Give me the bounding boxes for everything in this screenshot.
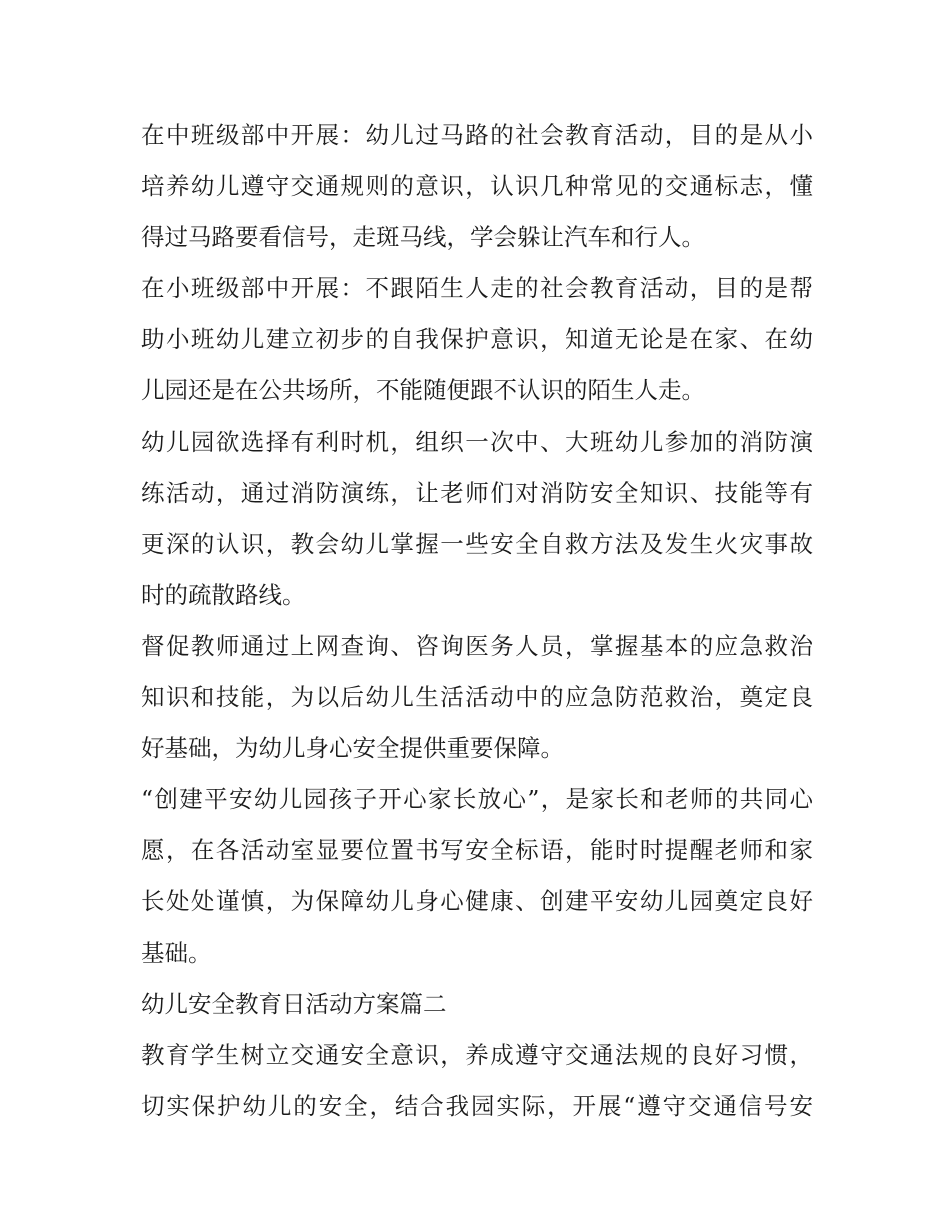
text-line: 在中班级部中开展：幼儿过马路的社会教育活动，目的是从小 [141,121,813,149]
text-line: 长处处谨慎，为保障幼儿身心健康、创建平安幼儿园奠定良好 [141,887,813,916]
paragraph-emergency-training [141,621,813,774]
text-line: 幼儿园欲选择有利时机，组织一次中、大班幼儿参加的消防演 [141,427,813,456]
text-line: 儿园还是在公共场所，不能随便跟不认识的陌生人走。 [141,376,705,405]
text-line: 练活动，通过消防演练，让老师们对消防安全知识、技能等有 [141,478,813,507]
text-line: 时的疏散路线。 [141,580,306,609]
text-line: 更深的认识，教会幼儿掌握一些安全自救方法及发生火灾事故 [141,529,813,558]
text-line: 愿，在各活动室显要位置书写安全标语，能时时提醒老师和家 [141,836,813,865]
paragraph-traffic-education [141,1030,813,1132]
paragraph-fire-drill [141,417,813,621]
text-line: 助小班幼儿建立初步的自我保护意识，知道无论是在家、在幼 [141,325,813,354]
section-title: 幼儿安全教育日活动方案篇二 [141,989,447,1018]
text-line: “创建平安幼儿园孩子开心家长放心”，是家长和老师的共同心 [141,785,813,814]
paragraph-middle-class-traffic [141,110,813,263]
text-line: 在小班级部中开展：不跟陌生人走的社会教育活动，目的是帮 [141,274,813,303]
text-line: 知识和技能，为以后幼儿生活活动中的应急防范救治，奠定良 [141,683,813,712]
text-line: 好基础，为幼儿身心安全提供重要保障。 [141,734,564,763]
text-line: 基础。 [141,938,212,967]
paragraph-safe-kindergarten [141,774,813,978]
document-body [141,110,813,1132]
section-heading [141,979,813,1030]
text-line: 培养幼儿遵守交通规则的意识，认识几种常见的交通标志，懂 [141,172,813,201]
text-line: 切实保护幼儿的安全，结合我园实际，开展“遵守交通信号安 [141,1091,813,1120]
paragraph-small-class-strangers [141,263,813,416]
text-line: 得过马路要看信号，走斑马线，学会躲让汽车和行人。 [141,223,705,252]
text-line: 教育学生树立交通安全意识，养成遵守交通法规的良好习惯， [141,1040,813,1069]
text-line: 督促教师通过上网查询、咨询医务人员，掌握基本的应急救治 [141,631,813,660]
